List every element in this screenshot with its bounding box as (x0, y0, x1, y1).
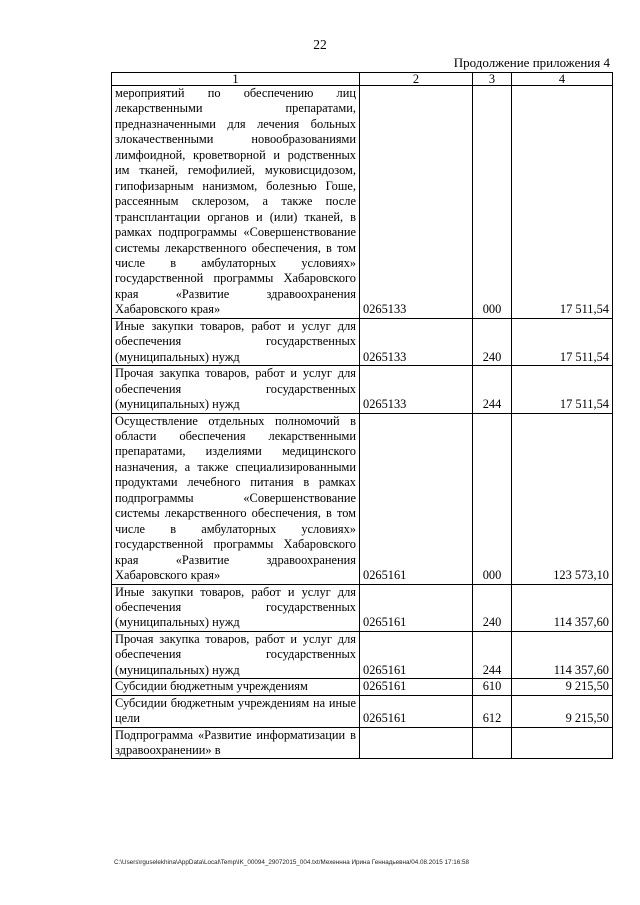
row-sum-cell: 17 511,54 (512, 366, 613, 413)
table-row (112, 679, 613, 695)
budget-table (111, 72, 613, 759)
table-row (112, 584, 613, 631)
row-type-cell: 000 (473, 413, 512, 584)
table-row (112, 695, 613, 727)
row-sum-cell: 123 573,10 (512, 413, 613, 584)
row-type-cell: 000 (473, 86, 512, 319)
row-name-cell: мероприятий по обеспечению лиц лекарственными препаратами, предназначенными для лечения больных злокачественными новообразованиями лимфоидной, кроветворной и родственных им тканей, гемофилией, муковисцидозом, гипофизарным нанизмом, болезнью Гоше, рассеянным склерозом, а также после трансплантации органов и (или) тканей, в рамках подпрограммы «Совершенствование системы лекарственного обеспечения, в том числе в амбулаторных условиях» государственной программы Хабаровского края «Развитие здравоохранения Хабаровского края» (112, 86, 360, 319)
table-row (112, 727, 613, 759)
row-type-cell: 244 (473, 631, 512, 678)
column-header-2: 2 (360, 73, 473, 86)
row-name-cell: Подпрограмма «Развитие информатизации в здравоохранении» в (112, 727, 360, 759)
column-header-3: 3 (473, 73, 512, 86)
table-row (112, 631, 613, 678)
row-code-cell: 0265161 (360, 695, 473, 727)
page-number: 22 (313, 37, 327, 52)
row-name-cell: Прочая закупка товаров, работ и услуг для обеспечения государственных (муниципальных) нужд (112, 366, 360, 413)
row-name-cell: Субсидии бюджетным учреждениям на иные цели (112, 695, 360, 727)
row-code-cell: 0265133 (360, 318, 473, 365)
row-type-cell: 240 (473, 584, 512, 631)
table-row (112, 413, 613, 584)
row-name-cell: Иные закупки товаров, работ и услуг для обеспечения государственных (муниципальных) нужд (112, 318, 360, 365)
row-name-cell: Прочая закупка товаров, работ и услуг для обеспечения государственных (муниципальных) нужд (112, 631, 360, 678)
row-sum-cell: 17 511,54 (512, 86, 613, 319)
row-code-cell: 0265161 (360, 631, 473, 678)
table-row (112, 318, 613, 365)
row-code-cell: 0265161 (360, 584, 473, 631)
row-sum-cell: 114 357,60 (512, 584, 613, 631)
row-type-cell: 612 (473, 695, 512, 727)
row-sum-cell: 9 215,50 (512, 695, 613, 727)
row-sum-cell: 9 215,50 (512, 679, 613, 695)
row-sum-cell (512, 727, 613, 759)
row-type-cell: 244 (473, 366, 512, 413)
row-code-cell: 0265161 (360, 413, 473, 584)
row-name-cell: Субсидии бюджетным учреждениям (112, 679, 360, 695)
table-row (112, 366, 613, 413)
row-type-cell: 240 (473, 318, 512, 365)
column-header-1: 1 (112, 73, 360, 86)
row-code-cell: 0265133 (360, 86, 473, 319)
row-code-cell (360, 727, 473, 759)
file-path-footer: C:\Users\rguselekhina\AppData\Local\Temp\IK_00094_29072015_004.txt/Мехеннна Ирина Геннадьевна/04.08.2015 17:16:58 (114, 859, 470, 866)
row-name-cell: Осуществление отдельных полномочий в области обеспечения лекарственными препаратами, изделиями медицинского назначения, а также специализированными продуктами лечебного питания в рамках подпрограммы «Совершенствование системы лекарственного обеспечения, в том числе в амбулаторных условиях» государственной программы Хабаровского края «Развитие здравоохранения Хабаровского края» (112, 413, 360, 584)
row-sum-cell: 114 357,60 (512, 631, 613, 678)
column-header-4: 4 (512, 73, 613, 86)
row-sum-cell: 17 511,54 (512, 318, 613, 365)
table-header-row (112, 73, 613, 86)
appendix-continuation-label: Продолжение приложения 4 (453, 55, 610, 70)
row-code-cell: 0265133 (360, 366, 473, 413)
row-name-cell: Иные закупки товаров, работ и услуг для обеспечения государственных (муниципальных) нужд (112, 584, 360, 631)
table-row (112, 86, 613, 319)
row-code-cell: 0265161 (360, 679, 473, 695)
row-type-cell: 610 (473, 679, 512, 695)
row-type-cell (473, 727, 512, 759)
